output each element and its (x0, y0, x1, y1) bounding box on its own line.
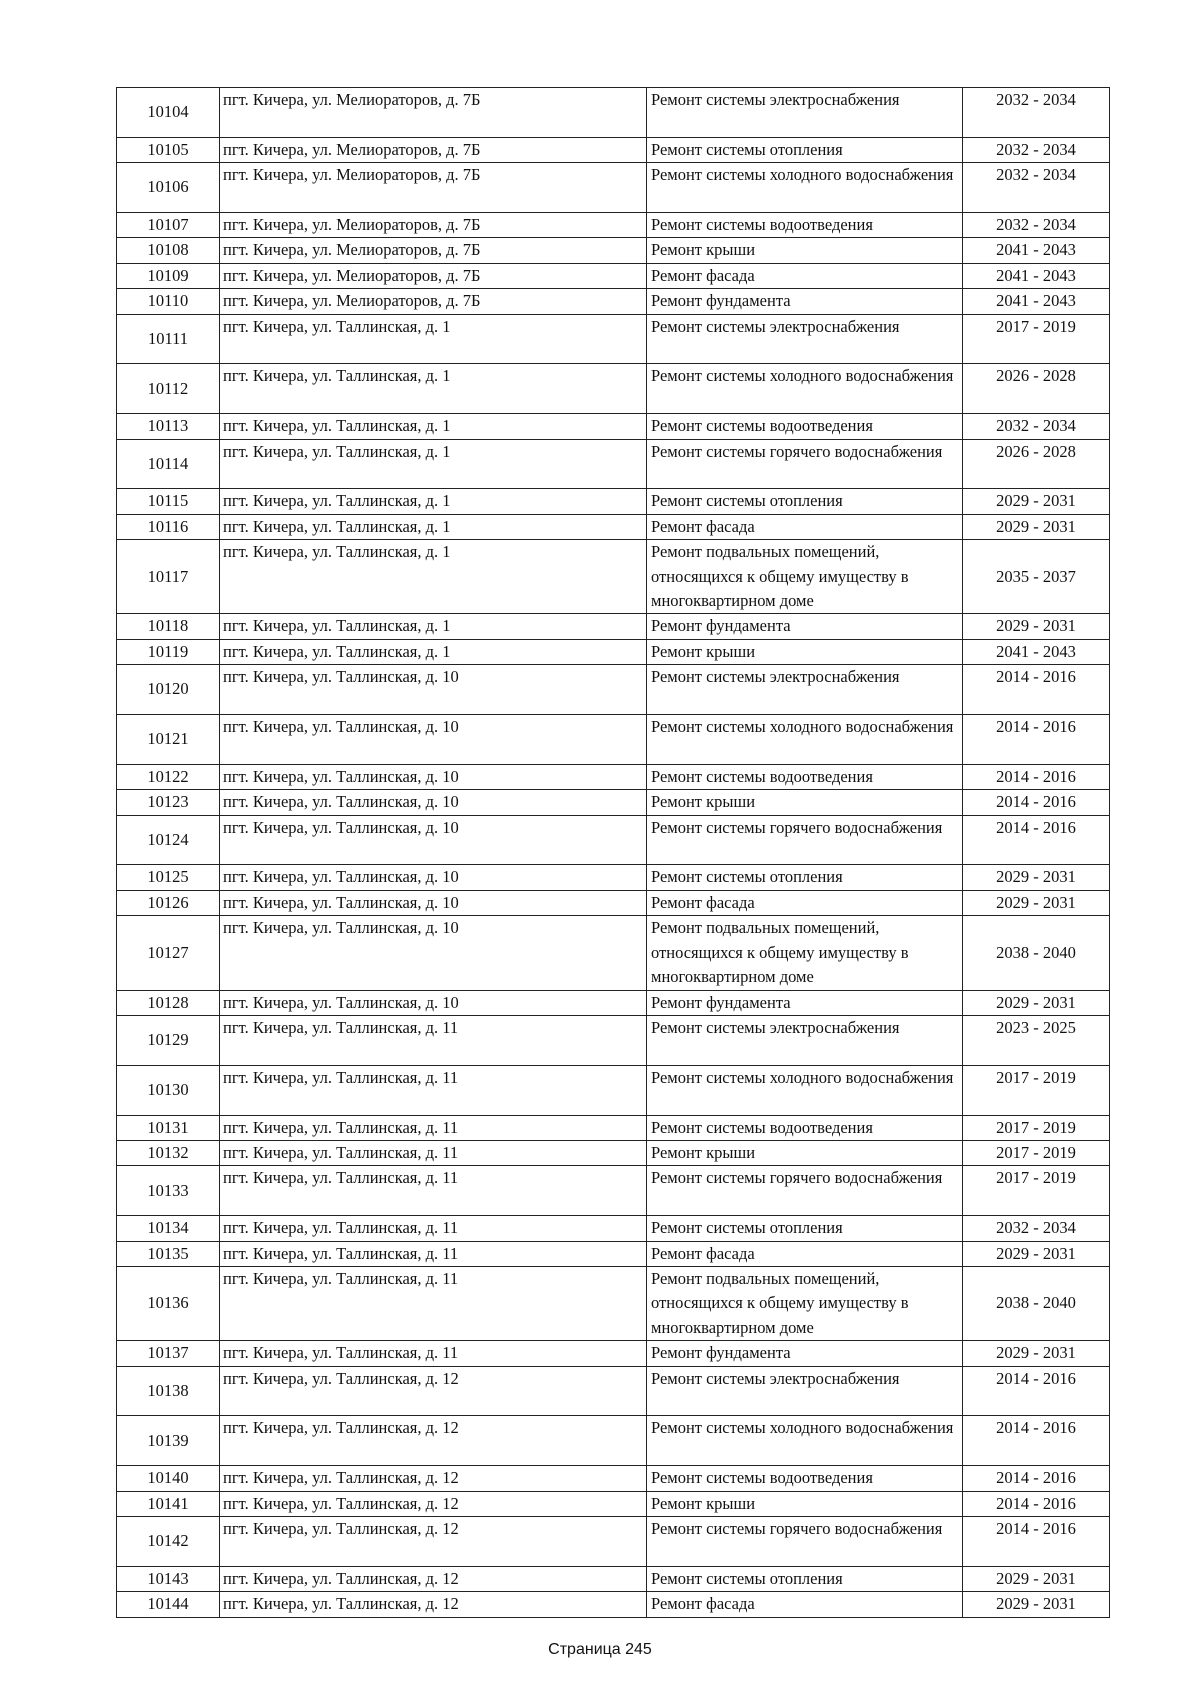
row-work-cell: Ремонт системы водоотведения (647, 1115, 963, 1140)
row-address-cell: пгт. Кичера, ул. Таллинская, д. 10 (220, 815, 647, 865)
row-address-cell: пгт. Кичера, ул. Таллинская, д. 1 (220, 639, 647, 664)
table-row (117, 890, 1110, 915)
row-address-cell: пгт. Кичера, ул. Таллинская, д. 11 (220, 1140, 647, 1165)
row-work-cell: Ремонт системы водоотведения (647, 414, 963, 439)
row-address-cell: пгт. Кичера, ул. Таллинская, д. 10 (220, 715, 647, 765)
row-address-cell: пгт. Кичера, ул. Мелиораторов, д. 7Б (220, 289, 647, 314)
row-address-cell: пгт. Кичера, ул. Таллинская, д. 11 (220, 1266, 647, 1340)
row-period-cell: 2041 - 2043 (963, 238, 1110, 263)
row-id-cell: 10129 (117, 1015, 220, 1065)
row-period-cell: 2014 - 2016 (963, 665, 1110, 715)
row-work-cell: Ремонт крыши (647, 1491, 963, 1516)
table-row (117, 1216, 1110, 1241)
row-period-cell: 2014 - 2016 (963, 1416, 1110, 1466)
row-period-cell: 2032 - 2034 (963, 163, 1110, 213)
row-address-cell: пгт. Кичера, ул. Таллинская, д. 10 (220, 916, 647, 990)
row-address-cell: пгт. Кичера, ул. Таллинская, д. 12 (220, 1491, 647, 1516)
row-id-cell: 10132 (117, 1140, 220, 1165)
table-body (117, 88, 1110, 1618)
row-work-cell: Ремонт системы горячего водоснабжения (647, 1516, 963, 1566)
table-row (117, 137, 1110, 162)
row-work-cell: Ремонт системы отопления (647, 1216, 963, 1241)
row-period-cell: 2014 - 2016 (963, 1366, 1110, 1416)
row-id-cell: 10124 (117, 815, 220, 865)
table-row (117, 514, 1110, 539)
row-work-cell: Ремонт системы отопления (647, 489, 963, 514)
table-row (117, 263, 1110, 288)
page-number: Страница 245 (548, 1641, 652, 1658)
row-address-cell: пгт. Кичера, ул. Таллинская, д. 10 (220, 790, 647, 815)
row-period-cell: 2017 - 2019 (963, 314, 1110, 364)
row-address-cell: пгт. Кичера, ул. Мелиораторов, д. 7Б (220, 88, 647, 138)
row-id-cell: 10112 (117, 364, 220, 414)
row-period-cell: 2014 - 2016 (963, 815, 1110, 865)
row-period-cell: 2017 - 2019 (963, 1065, 1110, 1115)
row-period-cell: 2032 - 2034 (963, 213, 1110, 238)
table-row (117, 1516, 1110, 1566)
row-id-cell: 10117 (117, 540, 220, 614)
row-address-cell: пгт. Кичера, ул. Таллинская, д. 10 (220, 764, 647, 789)
table-row (117, 289, 1110, 314)
row-id-cell: 10116 (117, 514, 220, 539)
row-id-cell: 10128 (117, 990, 220, 1015)
row-period-cell: 2017 - 2019 (963, 1115, 1110, 1140)
row-period-cell: 2032 - 2034 (963, 137, 1110, 162)
row-period-cell: 2014 - 2016 (963, 1516, 1110, 1566)
row-address-cell: пгт. Кичера, ул. Таллинская, д. 11 (220, 1065, 647, 1115)
table-row (117, 238, 1110, 263)
table-row (117, 489, 1110, 514)
table-row (117, 1266, 1110, 1340)
row-work-cell: Ремонт фундамента (647, 1341, 963, 1366)
row-work-cell: Ремонт системы водоотведения (647, 764, 963, 789)
row-work-cell: Ремонт системы отопления (647, 137, 963, 162)
row-work-cell: Ремонт подвальных помещений, относящихся к общему имуществу в многоквартирном доме (647, 540, 963, 614)
row-id-cell: 10109 (117, 263, 220, 288)
row-work-cell: Ремонт системы холодного водоснабжения (647, 715, 963, 765)
row-id-cell: 10106 (117, 163, 220, 213)
row-period-cell: 2038 - 2040 (963, 916, 1110, 990)
row-id-cell: 10135 (117, 1241, 220, 1266)
table-row (117, 414, 1110, 439)
row-work-cell: Ремонт фасада (647, 263, 963, 288)
row-address-cell: пгт. Кичера, ул. Таллинская, д. 12 (220, 1466, 647, 1491)
row-work-cell: Ремонт системы горячего водоснабжения (647, 1166, 963, 1216)
row-address-cell: пгт. Кичера, ул. Мелиораторов, д. 7Б (220, 163, 647, 213)
row-work-cell: Ремонт системы водоотведения (647, 213, 963, 238)
table-row (117, 1416, 1110, 1466)
row-work-cell: Ремонт системы электроснабжения (647, 88, 963, 138)
row-period-cell: 2014 - 2016 (963, 715, 1110, 765)
row-work-cell: Ремонт системы водоотведения (647, 1466, 963, 1491)
row-address-cell: пгт. Кичера, ул. Таллинская, д. 11 (220, 1115, 647, 1140)
table-row (117, 364, 1110, 414)
row-period-cell: 2029 - 2031 (963, 1241, 1110, 1266)
row-work-cell: Ремонт фасада (647, 1592, 963, 1617)
row-period-cell: 2026 - 2028 (963, 364, 1110, 414)
row-period-cell: 2029 - 2031 (963, 1566, 1110, 1591)
row-address-cell: пгт. Кичера, ул. Мелиораторов, д. 7Б (220, 263, 647, 288)
row-work-cell: Ремонт фасада (647, 514, 963, 539)
table-row (117, 790, 1110, 815)
row-address-cell: пгт. Кичера, ул. Мелиораторов, д. 7Б (220, 137, 647, 162)
row-work-cell: Ремонт системы горячего водоснабжения (647, 439, 963, 489)
row-address-cell: пгт. Кичера, ул. Таллинская, д. 11 (220, 1241, 647, 1266)
table-row (117, 163, 1110, 213)
row-period-cell: 2029 - 2031 (963, 990, 1110, 1015)
row-work-cell: Ремонт системы холодного водоснабжения (647, 1065, 963, 1115)
row-period-cell: 2014 - 2016 (963, 1466, 1110, 1491)
row-period-cell: 2041 - 2043 (963, 263, 1110, 288)
row-work-cell: Ремонт подвальных помещений, относящихся к общему имуществу в многоквартирном доме (647, 1266, 963, 1340)
row-id-cell: 10118 (117, 614, 220, 639)
row-address-cell: пгт. Кичера, ул. Таллинская, д. 12 (220, 1516, 647, 1566)
row-id-cell: 10140 (117, 1466, 220, 1491)
table-row (117, 1566, 1110, 1591)
row-id-cell: 10123 (117, 790, 220, 815)
row-work-cell: Ремонт системы холодного водоснабжения (647, 364, 963, 414)
table-row (117, 213, 1110, 238)
table-row (117, 614, 1110, 639)
row-address-cell: пгт. Кичера, ул. Таллинская, д. 1 (220, 439, 647, 489)
row-period-cell: 2029 - 2031 (963, 489, 1110, 514)
row-period-cell: 2032 - 2034 (963, 1216, 1110, 1241)
row-id-cell: 10114 (117, 439, 220, 489)
row-period-cell: 2038 - 2040 (963, 1266, 1110, 1340)
row-id-cell: 10138 (117, 1366, 220, 1416)
row-work-cell: Ремонт фундамента (647, 990, 963, 1015)
row-id-cell: 10134 (117, 1216, 220, 1241)
row-id-cell: 10144 (117, 1592, 220, 1617)
row-address-cell: пгт. Кичера, ул. Таллинская, д. 10 (220, 990, 647, 1015)
table-row (117, 1115, 1110, 1140)
table-row (117, 665, 1110, 715)
table-row (117, 764, 1110, 789)
row-id-cell: 10120 (117, 665, 220, 715)
row-period-cell: 2014 - 2016 (963, 790, 1110, 815)
row-address-cell: пгт. Кичера, ул. Таллинская, д. 10 (220, 890, 647, 915)
row-address-cell: пгт. Кичера, ул. Таллинская, д. 1 (220, 514, 647, 539)
row-id-cell: 10137 (117, 1341, 220, 1366)
table-row (117, 1015, 1110, 1065)
table-row (117, 1341, 1110, 1366)
row-work-cell: Ремонт фундамента (647, 289, 963, 314)
row-period-cell: 2014 - 2016 (963, 764, 1110, 789)
row-period-cell: 2023 - 2025 (963, 1015, 1110, 1065)
row-id-cell: 10127 (117, 916, 220, 990)
row-id-cell: 10113 (117, 414, 220, 439)
table-row (117, 916, 1110, 990)
row-period-cell: 2029 - 2031 (963, 614, 1110, 639)
row-work-cell: Ремонт системы холодного водоснабжения (647, 163, 963, 213)
table-row (117, 439, 1110, 489)
row-id-cell: 10126 (117, 890, 220, 915)
row-address-cell: пгт. Кичера, ул. Таллинская, д. 1 (220, 364, 647, 414)
row-work-cell: Ремонт фундамента (647, 614, 963, 639)
row-period-cell: 2035 - 2037 (963, 540, 1110, 614)
row-work-cell: Ремонт системы отопления (647, 865, 963, 890)
table-row (117, 815, 1110, 865)
row-id-cell: 10125 (117, 865, 220, 890)
row-work-cell: Ремонт системы отопления (647, 1566, 963, 1591)
row-work-cell: Ремонт крыши (647, 238, 963, 263)
table-row (117, 314, 1110, 364)
row-work-cell: Ремонт системы электроснабжения (647, 665, 963, 715)
table-row (117, 1366, 1110, 1416)
row-work-cell: Ремонт системы электроснабжения (647, 1366, 963, 1416)
table-row (117, 990, 1110, 1015)
row-id-cell: 10115 (117, 489, 220, 514)
row-address-cell: пгт. Кичера, ул. Таллинская, д. 11 (220, 1166, 647, 1216)
row-work-cell: Ремонт подвальных помещений, относящихся к общему имуществу в многоквартирном доме (647, 916, 963, 990)
row-address-cell: пгт. Кичера, ул. Таллинская, д. 12 (220, 1566, 647, 1591)
row-period-cell: 2032 - 2034 (963, 414, 1110, 439)
row-period-cell: 2041 - 2043 (963, 639, 1110, 664)
row-id-cell: 10142 (117, 1516, 220, 1566)
row-id-cell: 10107 (117, 213, 220, 238)
row-period-cell: 2014 - 2016 (963, 1491, 1110, 1516)
row-address-cell: пгт. Кичера, ул. Таллинская, д. 12 (220, 1592, 647, 1617)
row-period-cell: 2029 - 2031 (963, 1592, 1110, 1617)
row-id-cell: 10122 (117, 764, 220, 789)
row-id-cell: 10110 (117, 289, 220, 314)
row-id-cell: 10121 (117, 715, 220, 765)
row-id-cell: 10131 (117, 1115, 220, 1140)
row-period-cell: 2017 - 2019 (963, 1140, 1110, 1165)
row-work-cell: Ремонт фасада (647, 1241, 963, 1266)
row-work-cell: Ремонт системы холодного водоснабжения (647, 1416, 963, 1466)
row-address-cell: пгт. Кичера, ул. Таллинская, д. 12 (220, 1366, 647, 1416)
row-period-cell: 2032 - 2034 (963, 88, 1110, 138)
row-address-cell: пгт. Кичера, ул. Мелиораторов, д. 7Б (220, 238, 647, 263)
row-period-cell: 2029 - 2031 (963, 890, 1110, 915)
row-work-cell: Ремонт системы электроснабжения (647, 1015, 963, 1065)
row-id-cell: 10136 (117, 1266, 220, 1340)
row-period-cell: 2029 - 2031 (963, 514, 1110, 539)
table-row (117, 1592, 1110, 1617)
row-id-cell: 10133 (117, 1166, 220, 1216)
row-id-cell: 10130 (117, 1065, 220, 1115)
table-row (117, 88, 1110, 138)
row-address-cell: пгт. Кичера, ул. Мелиораторов, д. 7Б (220, 213, 647, 238)
row-id-cell: 10143 (117, 1566, 220, 1591)
table-row (117, 639, 1110, 664)
row-address-cell: пгт. Кичера, ул. Таллинская, д. 11 (220, 1341, 647, 1366)
row-address-cell: пгт. Кичера, ул. Таллинская, д. 10 (220, 665, 647, 715)
row-address-cell: пгт. Кичера, ул. Таллинская, д. 11 (220, 1015, 647, 1065)
row-id-cell: 10141 (117, 1491, 220, 1516)
row-period-cell: 2041 - 2043 (963, 289, 1110, 314)
row-work-cell: Ремонт крыши (647, 790, 963, 815)
row-id-cell: 10139 (117, 1416, 220, 1466)
row-address-cell: пгт. Кичера, ул. Таллинская, д. 1 (220, 414, 647, 439)
row-id-cell: 10111 (117, 314, 220, 364)
table-row (117, 540, 1110, 614)
row-period-cell: 2026 - 2028 (963, 439, 1110, 489)
table-row (117, 715, 1110, 765)
row-work-cell: Ремонт крыши (647, 639, 963, 664)
table-row (117, 1140, 1110, 1165)
row-period-cell: 2017 - 2019 (963, 1166, 1110, 1216)
row-id-cell: 10105 (117, 137, 220, 162)
row-work-cell: Ремонт системы электроснабжения (647, 314, 963, 364)
row-period-cell: 2029 - 2031 (963, 1341, 1110, 1366)
row-address-cell: пгт. Кичера, ул. Таллинская, д. 10 (220, 865, 647, 890)
row-work-cell: Ремонт крыши (647, 1140, 963, 1165)
row-id-cell: 10108 (117, 238, 220, 263)
row-address-cell: пгт. Кичера, ул. Таллинская, д. 1 (220, 540, 647, 614)
repair-schedule-table (116, 87, 1110, 1618)
row-id-cell: 10119 (117, 639, 220, 664)
row-address-cell: пгт. Кичера, ул. Таллинская, д. 11 (220, 1216, 647, 1241)
row-work-cell: Ремонт системы горячего водоснабжения (647, 815, 963, 865)
table-row (117, 1241, 1110, 1266)
table-row (117, 1466, 1110, 1491)
row-address-cell: пгт. Кичера, ул. Таллинская, д. 1 (220, 314, 647, 364)
row-id-cell: 10104 (117, 88, 220, 138)
row-address-cell: пгт. Кичера, ул. Таллинская, д. 12 (220, 1416, 647, 1466)
row-address-cell: пгт. Кичера, ул. Таллинская, д. 1 (220, 489, 647, 514)
table-row (117, 1065, 1110, 1115)
row-period-cell: 2029 - 2031 (963, 865, 1110, 890)
table-row (117, 865, 1110, 890)
table-row (117, 1491, 1110, 1516)
row-work-cell: Ремонт фасада (647, 890, 963, 915)
table-row (117, 1166, 1110, 1216)
row-address-cell: пгт. Кичера, ул. Таллинская, д. 1 (220, 614, 647, 639)
